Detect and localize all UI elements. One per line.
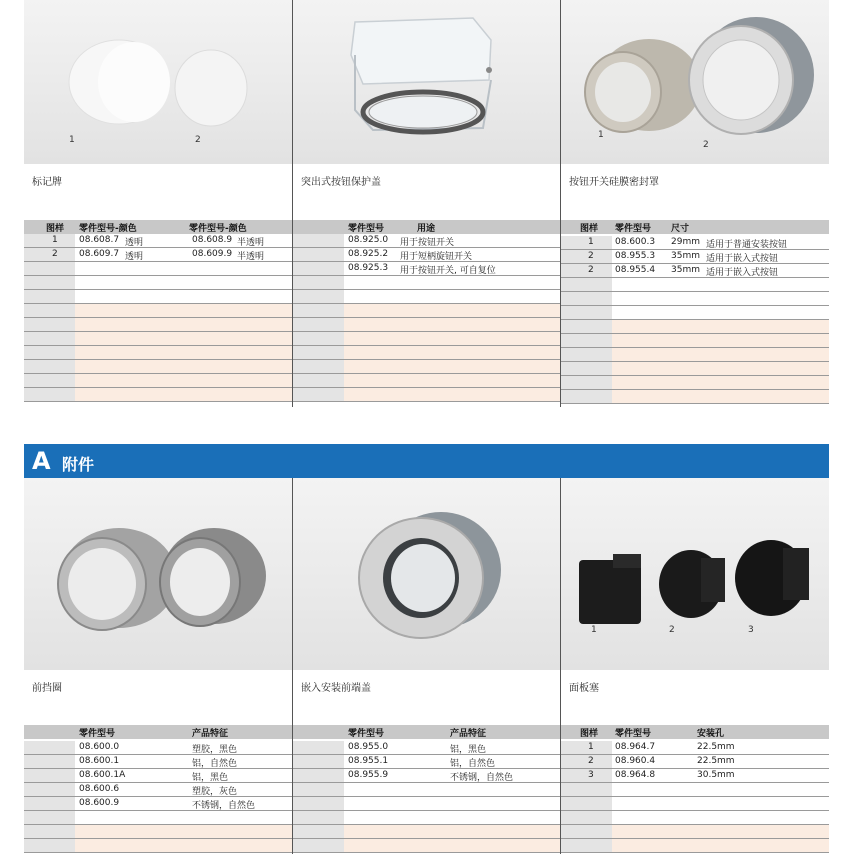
photo-label-2: 2: [703, 140, 709, 150]
header-size: 尺寸: [671, 224, 690, 234]
panel-title: 面板塞: [569, 683, 599, 694]
table-row: 08.925.0 用于按钮开关: [293, 234, 560, 248]
header-figure: 图样: [46, 224, 65, 234]
panel-button-guard: [293, 0, 560, 407]
header-mounting-hole: 安装孔: [697, 729, 725, 739]
photo-label-1: 1: [591, 625, 597, 635]
table-row: 2 08.955.3 35mm 适用于嵌入式按钮: [561, 250, 829, 264]
photo-label-3: 3: [748, 625, 754, 635]
header-feature: 产品特征: [450, 729, 487, 739]
panel-title: 按钮开关硅膜密封罩: [569, 177, 659, 188]
table-row: 08.600.1A 铝，黑色: [24, 769, 292, 783]
photo-label-1: 1: [69, 135, 75, 145]
product-photo: [24, 478, 292, 670]
panel-blanking-plug: [561, 478, 829, 854]
panel-marker-plate: [24, 0, 292, 407]
header-part-number: 零件型号: [348, 729, 385, 739]
table-row: 08.600.6 塑胶，灰色: [24, 783, 292, 797]
photo-label-2: 2: [195, 135, 201, 145]
header-part-number: 零件型号: [348, 224, 385, 234]
header-usage: 用途: [417, 224, 436, 234]
table-row: 08.955.0 铝，黑色: [293, 741, 560, 755]
photo-label-2: 2: [669, 625, 675, 635]
table-row: 3 08.964.8 30.5mm: [561, 769, 829, 783]
table-row: 08.955.9 不锈钢，自然色: [293, 769, 560, 783]
table-row: 08.600.1 铝，自然色: [24, 755, 292, 769]
table-row: 08.925.2 用于短柄旋钮开关: [293, 248, 560, 262]
panel-silicone-cover: [561, 0, 829, 407]
header-part-number: 零件型号: [79, 729, 116, 739]
panel-title: 突出式按钮保护盖: [301, 177, 381, 188]
table-header: [24, 220, 292, 234]
product-photo: [293, 478, 560, 670]
table-row: 08.955.1 铝，自然色: [293, 755, 560, 769]
product-photo: [24, 0, 292, 164]
blanking-plug-image: [561, 478, 829, 670]
table-row: 2 08.960.4 22.5mm: [561, 755, 829, 769]
section-title: 附件: [62, 455, 95, 474]
table-row: 1 08.608.7 透明 08.608.9 半透明: [24, 234, 292, 248]
table-header: [24, 725, 292, 739]
table-row: 08.600.0 塑胶，黑色: [24, 741, 292, 755]
table-row: 1 08.600.3 29mm 适用于普通安装按钮: [561, 236, 829, 250]
header-figure: 图样: [580, 729, 599, 739]
product-photo: [293, 0, 560, 164]
table-header: [561, 220, 829, 234]
header-part-number: 零件型号: [615, 729, 652, 739]
product-photo: [561, 0, 829, 164]
table-header: [561, 725, 829, 739]
panel-front-ring: [24, 478, 292, 854]
panel-title: 前挡圈: [32, 683, 62, 694]
table-row: 2 08.609.7 透明 08.609.9 半透明: [24, 248, 292, 262]
panel-title: 嵌入安装前端盖: [301, 683, 371, 694]
photo-label-1: 1: [598, 130, 604, 140]
header-part-number: 零件型号: [615, 224, 652, 234]
header-feature: 产品特征: [192, 729, 229, 739]
header-part-color-2: 零件型号-颜色: [189, 224, 247, 234]
table-row: 1 08.964.7 22.5mm: [561, 741, 829, 755]
front-ring-image: [24, 478, 292, 670]
marker-plate-image: [24, 0, 292, 164]
table-row: 2 08.955.4 35mm 适用于嵌入式按钮: [561, 264, 829, 278]
button-guard-image: [293, 0, 560, 164]
flush-front-cap-image: [293, 478, 560, 670]
table-header: [293, 725, 560, 739]
table-header: [293, 220, 560, 234]
panel-flush-front-cap: [293, 478, 560, 854]
header-part-color-1: 零件型号-颜色: [79, 224, 137, 234]
section-letter: A: [32, 447, 51, 475]
header-figure: 图样: [580, 224, 599, 234]
product-photo: [561, 478, 829, 670]
panel-title: 标记牌: [32, 177, 62, 188]
section-banner: [24, 444, 829, 478]
table-row: 08.600.9 不锈钢，自然色: [24, 797, 292, 811]
table-row: 08.925.3 用于按钮开关, 可自复位: [293, 262, 560, 276]
